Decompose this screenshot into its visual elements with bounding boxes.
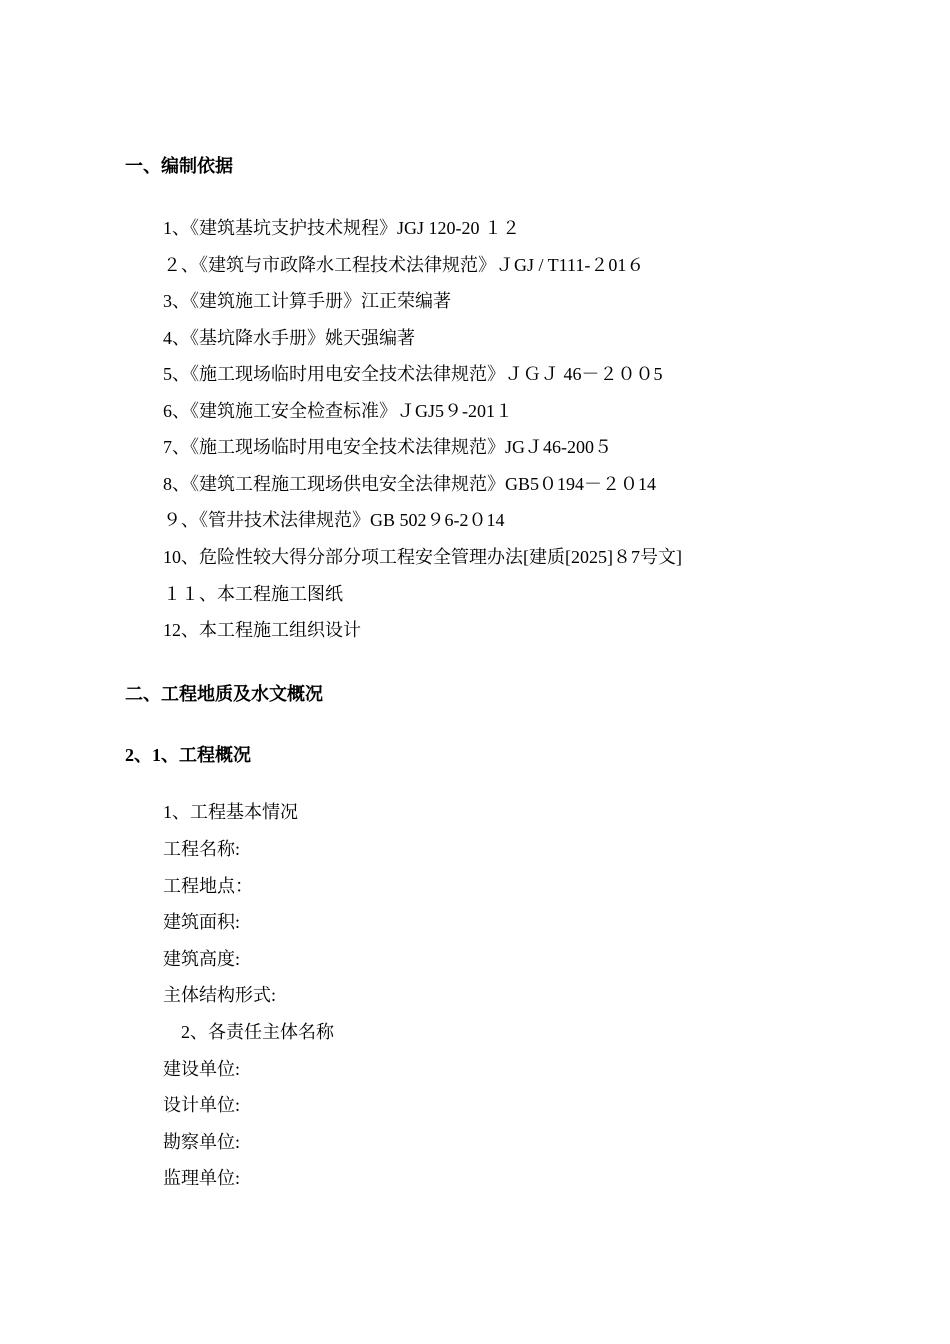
item-title-responsible-parties: 2、各责任主体名称: [181, 1022, 334, 1042]
field-project-name: 工程名称:: [163, 839, 241, 859]
field-design-unit: 设计单位:: [163, 1095, 241, 1115]
reference-item: 8、《建筑工程施工现场供电安全法律规范》GB5０194－２０14: [163, 474, 657, 494]
field-owner-unit: 建设单位:: [163, 1059, 241, 1079]
reference-item: 3、《建筑施工计算手册》江正荣编著: [163, 291, 451, 311]
reference-item: 1、《建筑基坑支护技术规程》JGJ 120-20 １２: [163, 218, 521, 238]
reference-item: １１、本工程施工图纸: [163, 584, 343, 604]
field-structure-type: 主体结构形式:: [163, 985, 277, 1005]
reference-item: 10、危险性较大得分部分项工程安全管理办法[建质[2025]８7号文]: [163, 547, 682, 567]
reference-item: 7、《施工现场临时用电安全技术法律规范》JGＪ46-200５: [163, 437, 612, 457]
section-heading-geology: 二、工程地质及水文概况: [125, 684, 323, 704]
reference-item: 12、本工程施工组织设计: [163, 620, 361, 640]
reference-item: ２、《建筑与市政降水工程技术法律规范》ＪGJ / T111-２01６: [163, 255, 645, 275]
subsection-heading-overview: 2、1、工程概况: [125, 745, 251, 765]
reference-item: ９、《管井技术法律规范》GB 502９6-2０14: [163, 510, 505, 530]
field-project-location: 工程地点：: [163, 876, 253, 896]
reference-item: 5、《施工现场临时用电安全技术法律规范》ＪＧＪ 46－２００5: [163, 364, 663, 384]
reference-item: 4、《基坑降水手册》姚天强编著: [163, 328, 415, 348]
field-building-area: 建筑面积:: [163, 912, 241, 932]
item-title-basic-info: 1、工程基本情况: [163, 802, 298, 822]
section-heading-basis: 一、编制依据: [125, 156, 233, 176]
field-building-height: 建筑高度:: [163, 949, 241, 969]
field-survey-unit: 勘察单位:: [163, 1132, 241, 1152]
field-supervision-unit: 监理单位:: [163, 1168, 241, 1188]
reference-item: 6、《建筑施工安全检查标准》ＪGJ5９-201１: [163, 401, 513, 421]
